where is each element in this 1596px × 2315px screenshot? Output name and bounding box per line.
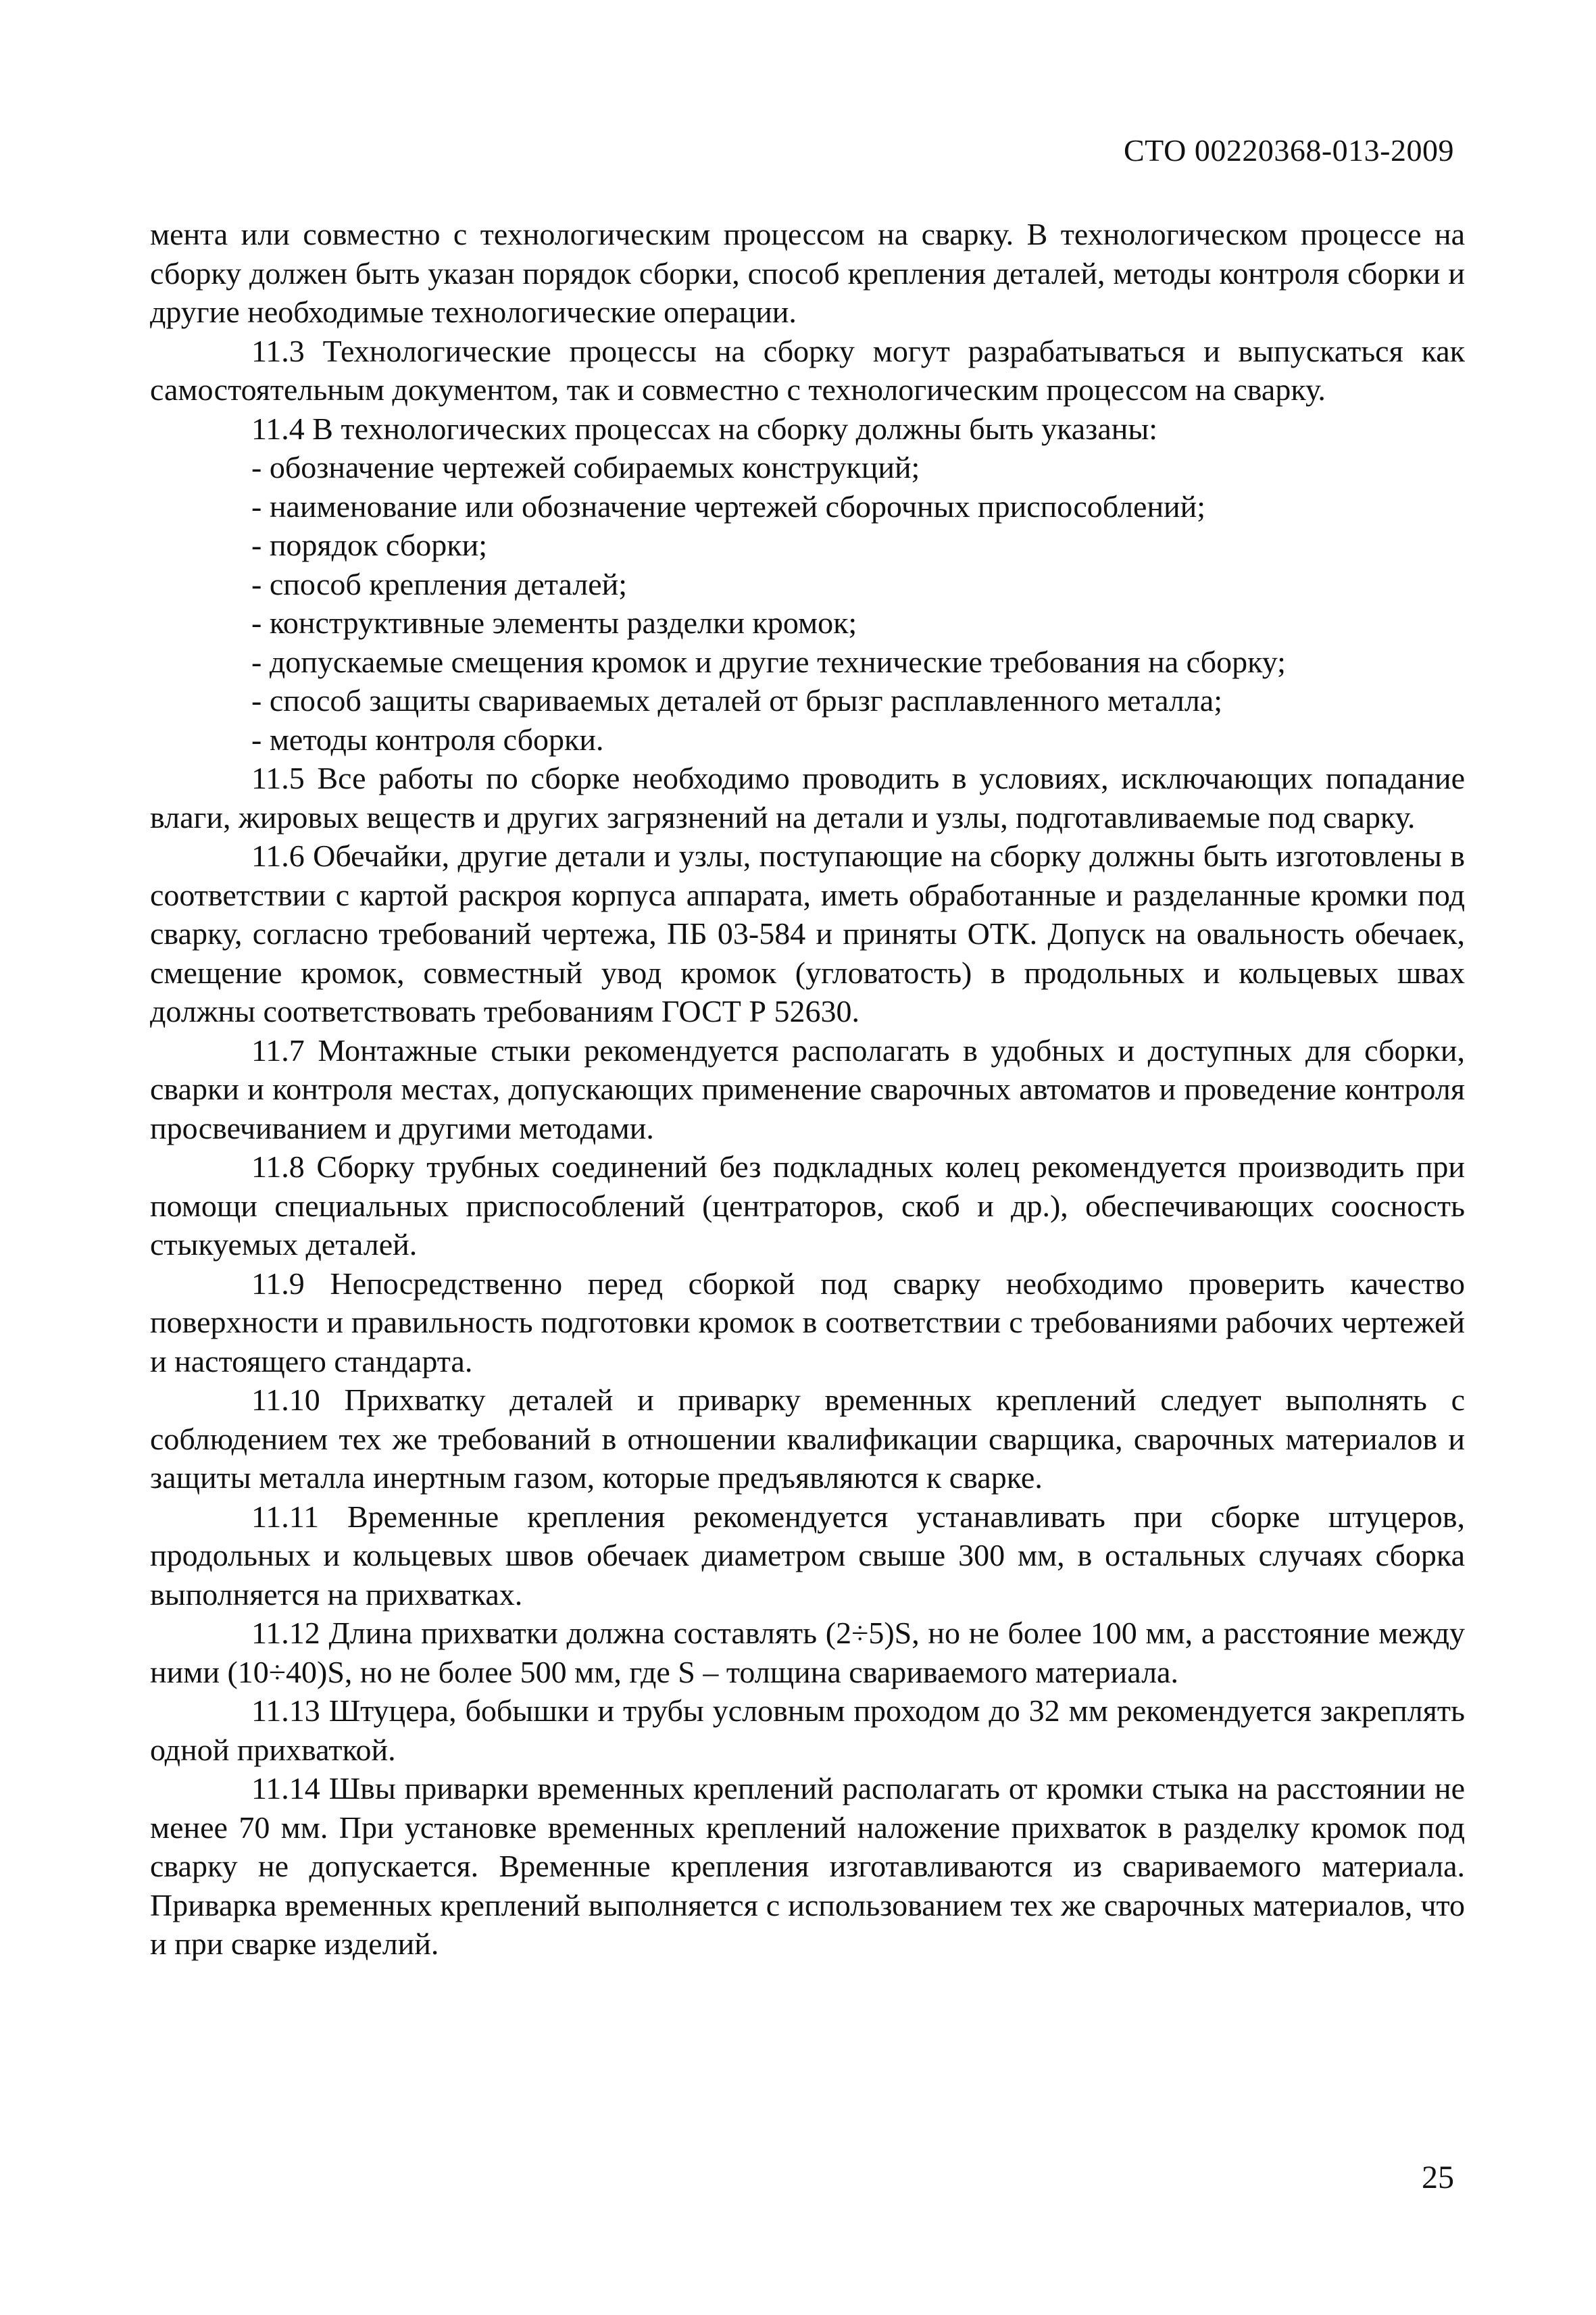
- paragraph-11-3: 11.3 Технологические процессы на сборку могут разрабатываться и выпускаться как самостоятельным документом, так и совместно с технологическим процессом на сварку.: [150, 333, 1465, 407]
- paragraph-11-5: 11.5 Все работы по сборке необходимо проводить в условиях, исключающих попадание влаги, жировых веществ и других загрязнений на детали и узлы, подготавливаемые под сварку.: [150, 761, 1465, 835]
- assembly-requirements-list: [150, 448, 1465, 759]
- paragraph-11-6: 11.6 Обечайки, другие детали и узлы, поступающие на сборку должны быть изготовлены в соответствии с картой раскроя корпуса аппарата, иметь обработанные и разделанные кромки под сварку, согласно требований чертежа, ПБ 03-584 и приняты ОТК. Допуск на овальность обечаек, смещение кромок, совместный увод кромок (угловатость) в продольных и кольцевых швах должны соответствовать требованиям ГОСТ Р 52630.: [150, 839, 1465, 1028]
- paragraph-11-4: 11.4 В технологических процессах на сборку должны быть указаны:: [251, 411, 1158, 446]
- paragraph-11-10: 11.10 Прихватку деталей и приварку временных креплений следует выполнять с соблюдением тех же требований в отношении квалификации сварщика, сварочных материалов и защиты металла инертным газом, которые предъявляются к сварке.: [150, 1383, 1465, 1495]
- document-code-header: СТО 00220368-013-2009: [1123, 133, 1454, 168]
- paragraph-11-8: 11.8 Сборку трубных соединений без подкладных колец рекомендуется производить при помощи специальных приспособлений (центраторов, скоб и др.), обеспечивающих соосность стыкуемых деталей.: [150, 1149, 1465, 1262]
- list-item: - способ крепления деталей;: [251, 566, 628, 601]
- paragraph-11-7: 11.7 Монтажные стыки рекомендуется располагать в удобных и доступных для сборки, сварки и контроля местах, допускающих применение сварочных автоматов и проведение контроля просвечиванием и другими методами.: [150, 1032, 1465, 1145]
- list-item: - допускаемые смещения кромок и другие технические требования на сборку;: [251, 644, 1286, 679]
- list-item: - порядок сборки;: [251, 528, 487, 562]
- paragraph-11-12: 11.12 Длина прихватки должна составлять (2÷5)S, но не более 100 мм, а расстояние между ними (10÷40)S, но не более 500 мм, где S – толщина свариваемого материала.: [150, 1616, 1465, 1689]
- list-item: - наименование или обозначение чертежей сборочных приспособлений;: [251, 489, 1206, 524]
- paragraph-11-11: 11.11 Временные крепления рекомендуется устанавливать при сборке штуцеров, продольных и кольцевых швов обечаек диаметром свыше 300 мм, в остальных случаях сборка выполняется на прихватках.: [150, 1499, 1465, 1612]
- paragraph-11-13: 11.13 Штуцера, бобышки и трубы условным проходом до 32 мм рекомендуется закреплять одной прихваткой.: [150, 1693, 1465, 1767]
- list-item: - способ защиты свариваемых деталей от брызг расплавленного металла;: [251, 683, 1223, 718]
- list-item: - обозначение чертежей собираемых конструкций;: [251, 450, 920, 484]
- paragraph-11-14: 11.14 Швы приварки временных креплений располагать от кромки стыка на расстоянии не менее 70 мм. При установке временных креплений наложение прихваток в разделку кромок под сварку не допускается. Временные крепления изготавливаются из свариваемого материала. Приварка временных креплений выполняется с использованием тех же сварочных материалов, что и при сварке изделий.: [150, 1771, 1465, 1961]
- document-body: [150, 215, 1465, 1964]
- list-item: - конструктивные элементы разделки кромок;: [251, 605, 857, 640]
- paragraph-continuation: мента или совместно с технологическим процессом на сварку. В технологическом процессе на сборку должен быть указан порядок сборки, способ крепления деталей, методы контроля сборки и другие необходимые технологические операции.: [150, 217, 1465, 329]
- page-number: 25: [1422, 2160, 1454, 2195]
- paragraph-11-9: 11.9 Непосредственно перед сборкой под сварку необходимо проверить качество поверхности и правильность подготовки кромок в соответствии с требованиями рабочих чертежей и настоящего стандарта.: [150, 1266, 1465, 1378]
- list-item: - методы контроля сборки.: [251, 722, 604, 757]
